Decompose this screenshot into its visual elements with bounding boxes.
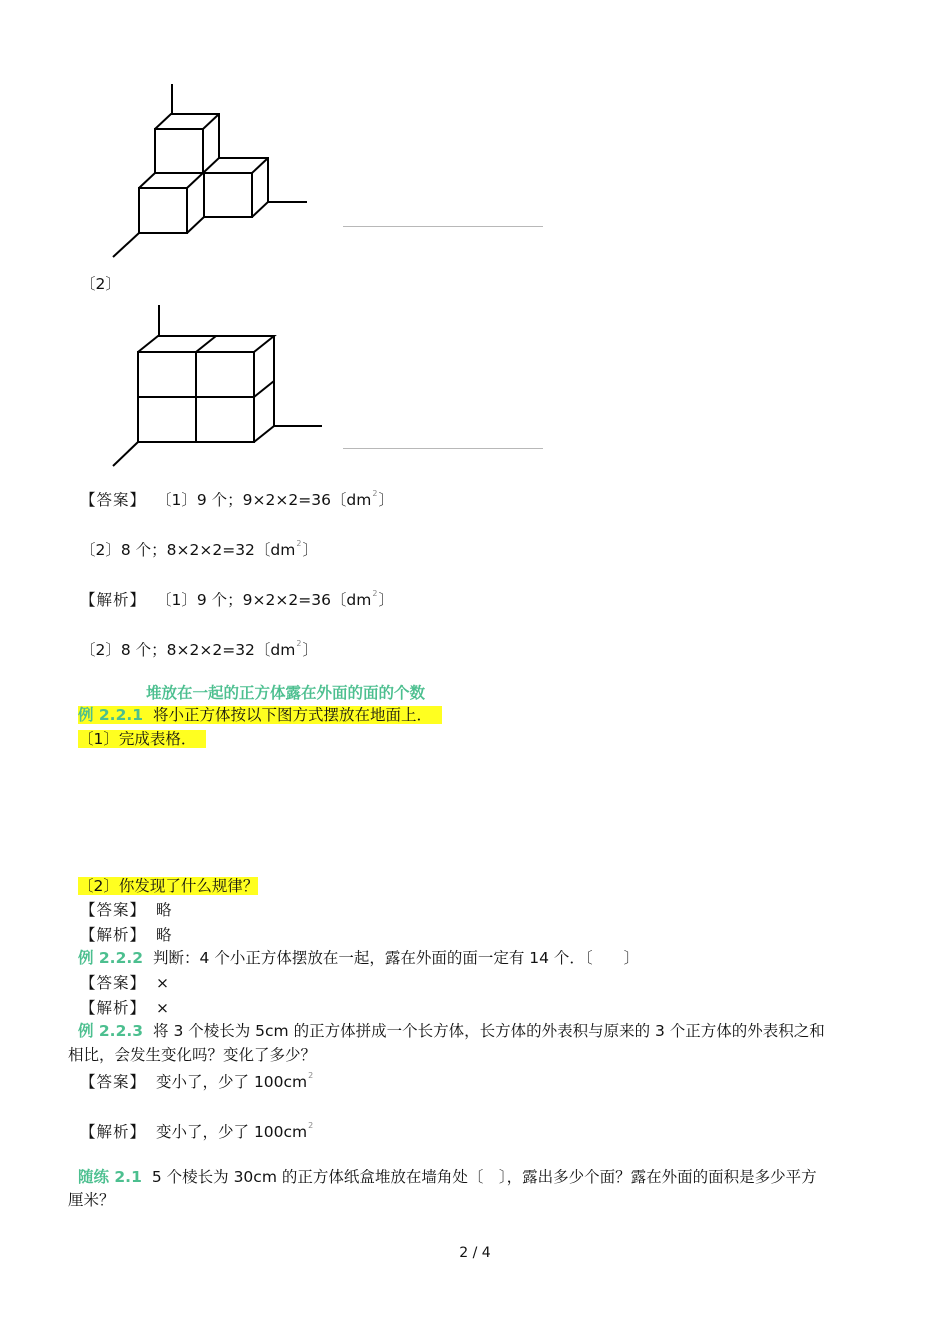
explanation-part2: 〔2〕8 个；8×2×2=32〔$dm^2$〕 [80, 639, 318, 659]
example-2-2-3-line2: 相比，会发生变化吗？变化了多少？ [68, 1046, 317, 1064]
section-title: 堆放在一起的正方体露在外面的面的个数 [146, 684, 426, 702]
example-2-2-1: 例 2.2.1 将小正方体按以下图方式摆放在地面上． [78, 703, 442, 725]
example-2-2-3-answer: 【答案】 变小了，少了 $100cm^2$ [80, 1071, 314, 1091]
answer-blank-1 [343, 226, 543, 227]
example-2-2-1-q2: 〔2〕你发现了什么规律？ [78, 877, 259, 895]
practice-2-1-line2: 厘米？ [68, 1191, 115, 1209]
example-2-2-1-answer: 【答案】 略 [80, 901, 172, 919]
answer-part1: 【答案】 〔1〕9 个；9×2×2=36〔$dm^2$〕 [80, 489, 394, 509]
cube-stack-figure-2 [100, 300, 330, 472]
answer-blank-2 [343, 448, 543, 449]
answer-part2: 〔2〕8 个；8×2×2=32〔$dm^2$〕 [80, 539, 318, 559]
cube-stack-figure-1 [100, 80, 320, 265]
example-2-2-2-explanation: 【解析】 × [80, 999, 170, 1017]
fig2-label: 〔2〕 [80, 275, 121, 293]
practice-2-1-line1: 随练 2.1 5 个棱长为 30cm 的正方体纸盒堆放在墙角处〔 〕，露出多少个面？露在外面的面积是多少平方 [78, 1168, 817, 1186]
example-2-2-2-answer: 【答案】 × [80, 974, 170, 992]
example-2-2-3-line1: 例 2.2.3 将 3 个棱长为 5cm 的正方体拼成一个长方体，长方体的外表积与原来的 3 个正方体的外表积之和 [78, 1022, 825, 1040]
explanation-part1: 【解析】 〔1〕9 个；9×2×2=36〔$dm^2$〕 [80, 589, 394, 609]
example-2-2-2: 例 2.2.2 判断：4 个小正方体摆放在一起，露在外面的面一定有 14 个．〔 〕 [78, 949, 640, 967]
page-number: 2 / 4 [459, 1245, 491, 1261]
example-2-2-3-explanation: 【解析】 变小了，少了 $100cm^2$ [80, 1121, 314, 1141]
example-2-2-1-explanation: 【解析】 略 [80, 926, 172, 944]
example-2-2-1-q1: 〔1〕完成表格． [78, 727, 206, 749]
